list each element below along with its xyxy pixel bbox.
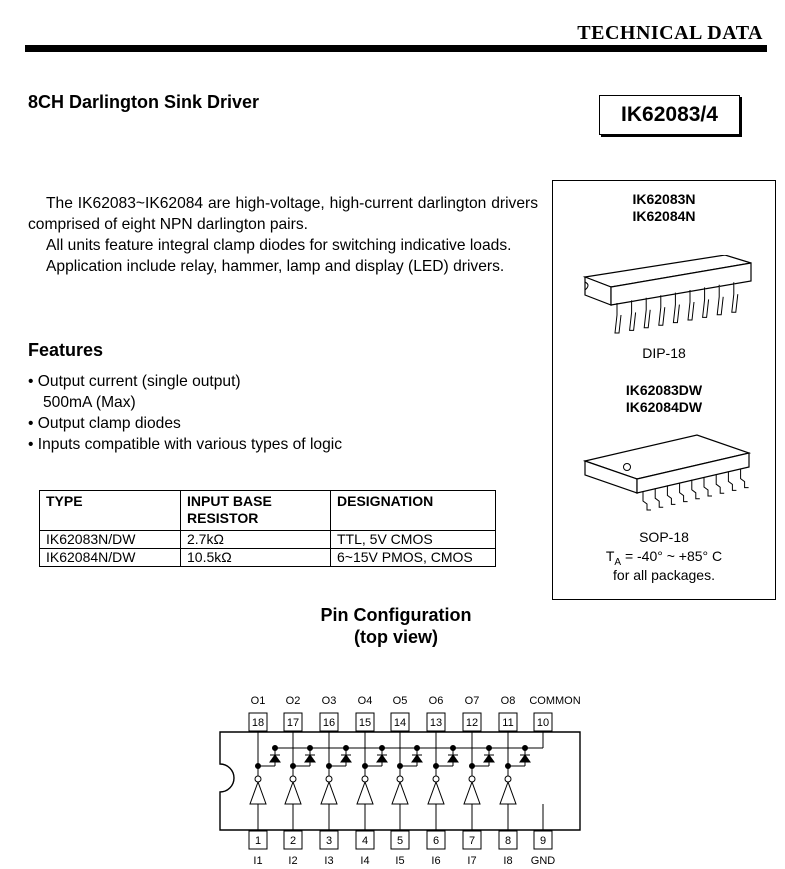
features-list xyxy=(28,371,342,455)
header-rule xyxy=(25,45,767,52)
junction-dot xyxy=(308,746,313,751)
junction-dot xyxy=(415,746,420,751)
pin-number: 3 xyxy=(325,835,333,847)
dip-leg xyxy=(688,290,694,320)
pin-label: O4 xyxy=(357,695,373,707)
junction-dot xyxy=(451,746,456,751)
header-line: RESISTOR xyxy=(187,510,259,526)
pin-number: 7 xyxy=(468,835,476,847)
table-cell: 2.7kΩ xyxy=(181,531,331,549)
pin-number: 12 xyxy=(465,717,479,729)
table-cell: 10.5kΩ xyxy=(181,549,331,567)
junction-dot xyxy=(344,746,349,751)
table-header-cell: TYPE xyxy=(40,491,181,531)
sop-leg xyxy=(741,469,749,488)
description-paragraph: Application include relay, hammer, lamp and display (LED) drivers. xyxy=(46,258,505,275)
diode-icon xyxy=(341,755,351,762)
pin-config-heading xyxy=(260,604,532,648)
package-name: IK62084DW xyxy=(625,399,703,415)
sop-leg xyxy=(667,485,675,504)
temp-symbol: T xyxy=(605,548,615,564)
pin-number: 8 xyxy=(504,835,512,847)
buffer-icon xyxy=(285,782,301,804)
buffer-icon xyxy=(500,782,516,804)
table-cell: TTL, 5V CMOS xyxy=(331,531,496,549)
junction-dot xyxy=(487,746,492,751)
dip-leg xyxy=(703,287,709,317)
sop-leg xyxy=(643,491,651,510)
part-number-box xyxy=(599,95,740,135)
temp-subscript: A xyxy=(614,556,622,568)
pin-label: I6 xyxy=(431,855,441,867)
table-header-cell xyxy=(181,491,331,531)
dip-leg xyxy=(717,285,723,315)
pin-label: O1 xyxy=(250,695,266,707)
header-line: INPUT BASE xyxy=(187,493,272,509)
inverter-bubble-icon xyxy=(326,776,332,782)
junction-dot xyxy=(273,746,278,751)
dip-leg xyxy=(732,282,738,312)
pin-label: I4 xyxy=(360,855,370,867)
buffer-icon xyxy=(321,782,337,804)
sop-leg xyxy=(716,474,724,493)
pin-number: 5 xyxy=(396,835,404,847)
pin-label: I2 xyxy=(288,855,298,867)
pin-number: 1 xyxy=(254,835,262,847)
inverter-bubble-icon xyxy=(397,776,403,782)
diode-icon xyxy=(270,755,280,762)
pin-number: 4 xyxy=(361,835,369,847)
table-cell: 6~15V PMOS, CMOS xyxy=(331,549,496,567)
dip-leg xyxy=(630,300,636,330)
junction-dot xyxy=(380,746,385,751)
description xyxy=(28,193,538,277)
pin-number: 9 xyxy=(539,835,547,847)
pin-number: 18 xyxy=(251,717,265,729)
pin-label: O8 xyxy=(500,695,516,707)
inverter-bubble-icon xyxy=(255,776,261,782)
pin-number: 11 xyxy=(502,717,514,729)
package-box xyxy=(552,180,776,600)
pin-label: O7 xyxy=(464,695,480,707)
pin-label: I7 xyxy=(467,855,477,867)
package-name: IK62083DW xyxy=(625,382,703,398)
pin-label: O3 xyxy=(321,695,337,707)
diode-icon xyxy=(520,755,530,762)
dip-leg xyxy=(673,293,679,323)
pin-label: COMMON xyxy=(529,695,581,707)
package-label: DIP-18 xyxy=(642,345,686,361)
pin-label: I8 xyxy=(503,855,513,867)
package-label: SOP-18 xyxy=(639,529,689,545)
buffer-icon xyxy=(464,782,480,804)
description-paragraph: The IK62083~IK62084 are high-voltage, high-current darlington drivers comprised of eight NPN darlington pairs. xyxy=(28,195,538,233)
pin-number: 10 xyxy=(536,717,550,729)
package-name: IK62083N xyxy=(632,191,696,207)
sop-package-image xyxy=(577,431,757,526)
part-number: IK62083/4 xyxy=(621,103,718,126)
table-header-row xyxy=(40,491,496,531)
junction-dot xyxy=(523,746,528,751)
pin-number: 2 xyxy=(289,835,297,847)
features-heading: Features xyxy=(28,340,104,360)
diode-icon xyxy=(484,755,494,762)
sop-leg xyxy=(692,480,700,499)
inverter-bubble-icon xyxy=(505,776,511,782)
pin-label: O2 xyxy=(285,695,301,707)
table-cell: IK62084N/DW xyxy=(40,549,181,567)
dip-leg xyxy=(659,295,665,325)
feature-item: • Output clamp diodes xyxy=(28,415,181,432)
spec-table xyxy=(39,490,496,567)
diode-icon xyxy=(412,755,422,762)
diode-icon xyxy=(305,755,315,762)
diode-icon xyxy=(377,755,387,762)
buffer-icon xyxy=(392,782,408,804)
dip-leg xyxy=(644,298,650,328)
buffer-icon xyxy=(357,782,373,804)
pin-number: 17 xyxy=(286,717,300,729)
sop-leg xyxy=(655,488,663,507)
pin-label: I5 xyxy=(395,855,405,867)
feature-item: • Output current (single output) xyxy=(28,373,241,390)
inverter-bubble-icon xyxy=(469,776,475,782)
sop-leg xyxy=(680,483,688,502)
inverter-bubble-icon xyxy=(290,776,296,782)
document-title: 8CH Darlington Sink Driver xyxy=(28,92,260,112)
sop-leg xyxy=(728,471,736,490)
feature-subitem: 500mA (Max) xyxy=(43,394,136,411)
table-row xyxy=(40,531,496,549)
pin-label: I3 xyxy=(324,855,334,867)
pin-number: 14 xyxy=(393,717,407,729)
inverter-bubble-icon xyxy=(433,776,439,782)
table-header-cell: DESIGNATION xyxy=(331,491,496,531)
pin-config-subtitle: (top view) xyxy=(354,627,438,647)
feature-item: • Inputs compatible with various types of logic xyxy=(28,436,343,453)
pin-number: 6 xyxy=(432,835,440,847)
package-name: IK62084N xyxy=(632,208,696,224)
pin-number: 15 xyxy=(358,717,372,729)
buffer-icon xyxy=(428,782,444,804)
pin-diagram xyxy=(0,680,785,869)
table-cell: IK62083N/DW xyxy=(40,531,181,549)
pin-number: 16 xyxy=(322,717,336,729)
pin-config-title: Pin Configuration xyxy=(320,605,472,625)
temperature-note: for all packages. xyxy=(613,567,715,583)
buffer-icon xyxy=(250,782,266,804)
temp-value: = -40° ~ +85° C xyxy=(621,548,723,564)
pin-label: I1 xyxy=(253,855,263,867)
description-paragraph: All units feature integral clamp diodes for switching indicative loads. xyxy=(46,237,512,254)
sop-leg xyxy=(704,477,712,496)
inverter-bubble-icon xyxy=(362,776,368,782)
pin-number: 13 xyxy=(429,717,443,729)
pin-label: O6 xyxy=(428,695,444,707)
table-row xyxy=(40,549,496,567)
dip-leg xyxy=(615,303,621,333)
diode-icon xyxy=(448,755,458,762)
pin-label: GND xyxy=(530,855,556,867)
header-label: TECHNICAL DATA xyxy=(577,22,763,44)
pin-label: O5 xyxy=(392,695,408,707)
dip-package-image xyxy=(575,255,755,345)
